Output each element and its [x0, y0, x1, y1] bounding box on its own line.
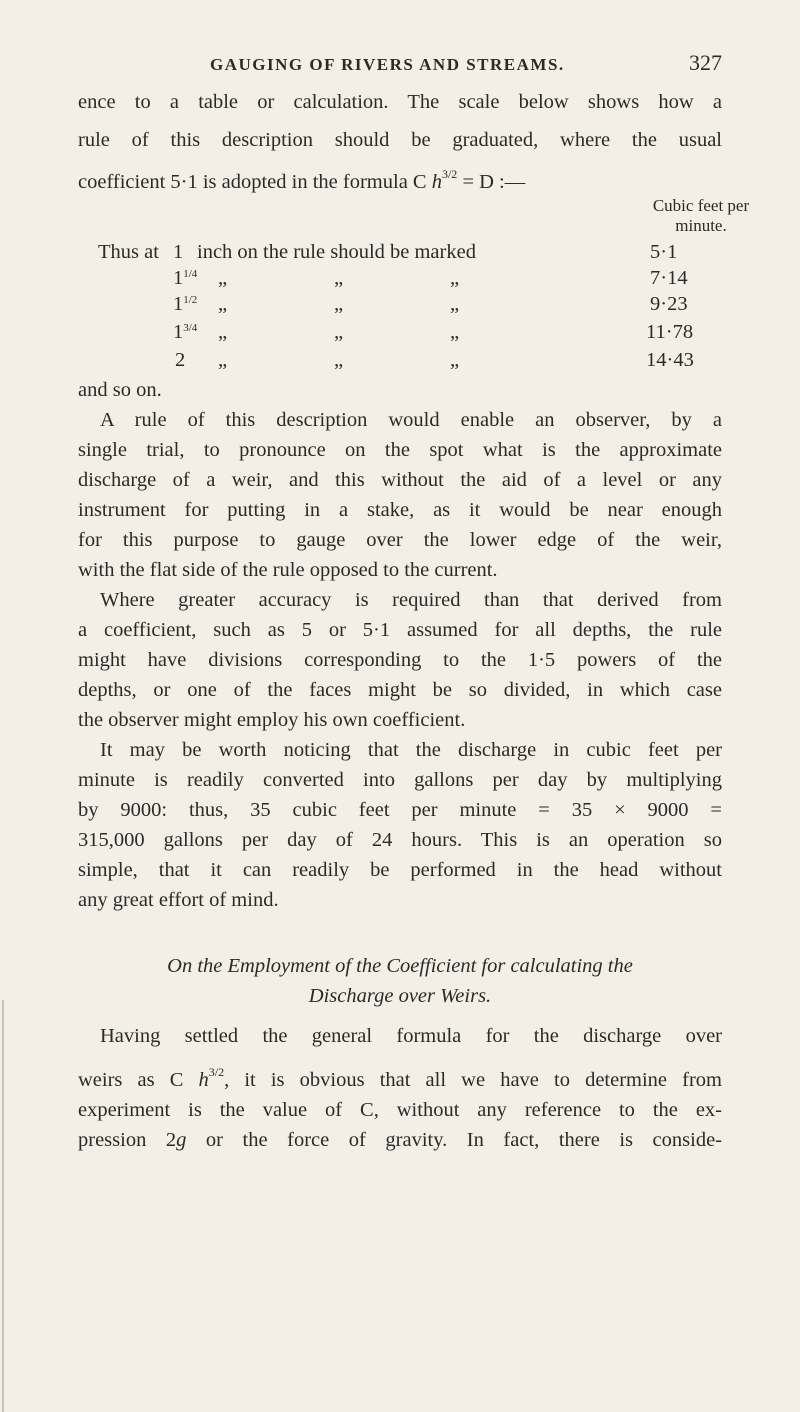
table-row	[0, 290, 800, 318]
formula-text: coefficient 5·1 is adopted in the formula C	[78, 171, 432, 193]
row-size: 1	[173, 321, 184, 343]
row-size: 2	[175, 349, 186, 371]
row-size-fraction: 1/4	[183, 268, 198, 280]
page-edge-shadow	[2, 1000, 4, 1412]
formula-text: , it is obvious that all we have to determine from	[224, 1069, 722, 1091]
row-text: inch on the rule should be marked	[197, 241, 476, 263]
ditto-mark: „	[334, 321, 344, 343]
ditto-mark: „	[218, 267, 228, 289]
text-line: for this purpose to gauge over the lower edge of the weir,	[78, 529, 722, 551]
running-head: GAUGING OF RIVERS AND STREAMS.	[210, 55, 565, 74]
ditto-mark: „	[218, 349, 228, 371]
ditto-mark: „	[334, 293, 344, 315]
formula-line	[78, 1066, 722, 1096]
text-line: single trial, to pronounce on the spot what is the approximate	[78, 439, 722, 461]
text-line: the observer might employ his own coefficient.	[78, 709, 466, 731]
ditto-mark: „	[334, 267, 344, 289]
row-value: 14·43	[646, 349, 694, 371]
formula-text: weirs as C	[78, 1069, 199, 1091]
ditto-mark: „	[334, 349, 344, 371]
row-value: 11·78	[646, 321, 694, 343]
formula-exponent: 3/2	[208, 1065, 225, 1079]
text-fragment: or the force of gravity. In fact, there is conside-	[186, 1129, 723, 1151]
text-line: with the flat side of the rule opposed to the current.	[78, 559, 498, 581]
text-line: simple, that it can readily be performed in the head without	[78, 859, 722, 881]
table-row	[0, 318, 800, 346]
section-title: Discharge over Weirs.	[308, 985, 492, 1007]
text-line: It may be worth noticing that the discharge in cubic feet per	[100, 739, 722, 761]
unit-label: minute.	[675, 216, 727, 235]
text-line: instrument for putting in a stake, as it would be near enough	[78, 499, 722, 521]
text-line: any great effort of mind.	[78, 889, 279, 911]
table-row	[0, 238, 800, 266]
text-line: rule of this description should be graduated, where the usual	[78, 129, 722, 151]
row-value: 9·23	[650, 293, 688, 315]
text-line: depths, or one of the faces might be so divided, in which case	[78, 679, 722, 701]
text-line	[78, 1126, 722, 1154]
ditto-mark: „	[450, 349, 460, 371]
text-line: Having settled the general formula for the discharge over	[100, 1025, 722, 1047]
text-line: A rule of this description would enable an observer, by a	[100, 409, 722, 431]
row-size: 1	[173, 267, 184, 289]
row-prefix: Thus at	[98, 241, 159, 263]
text-line: ence to a table or calculation. The scale below shows how a	[78, 91, 722, 113]
formula-h: h	[431, 171, 442, 193]
gravity-g: g	[176, 1129, 187, 1151]
formula-exponent: 3/2	[441, 167, 458, 181]
text-line: Where greater accuracy is required than that derived from	[100, 589, 722, 611]
text-line: by 9000: thus, 35 cubic feet per minute = 35 × 9000 =	[78, 799, 722, 821]
unit-label: Cubic feet per	[652, 196, 750, 215]
text-line: discharge of a weir, and this without the aid of a level or any	[78, 469, 722, 491]
row-size-fraction: 3/4	[183, 322, 198, 334]
page-number: 327	[689, 50, 722, 75]
row-value: 5·1	[650, 241, 678, 263]
text-fragment: pression 2	[78, 1129, 177, 1151]
ditto-mark: „	[450, 321, 460, 343]
text-line: and so on.	[78, 379, 162, 401]
ditto-mark: „	[218, 293, 228, 315]
ditto-mark: „	[450, 267, 460, 289]
text-line: a coefficient, such as 5 or 5·1 assumed for all depths, the rule	[78, 619, 722, 641]
ditto-mark: „	[450, 293, 460, 315]
row-value: 7·14	[650, 267, 688, 289]
row-size: 1	[173, 293, 184, 315]
section-title: On the Employment of the Coefficient for calculating the	[167, 955, 633, 977]
formula-h: h	[198, 1069, 209, 1091]
row-size-fraction: 1/2	[183, 294, 198, 306]
formula-text: = D :—	[457, 171, 526, 193]
table-row	[0, 264, 800, 292]
table-row	[0, 346, 800, 374]
ditto-mark: „	[218, 321, 228, 343]
text-line: experiment is the value of C, without any reference to the ex-	[78, 1099, 722, 1121]
page-header	[210, 50, 722, 76]
text-line: 315,000 gallons per day of 24 hours. This is an operation so	[78, 829, 722, 851]
text-line: minute is readily converted into gallons per day by multiplying	[78, 769, 722, 791]
row-size: 1	[173, 241, 184, 263]
text-line: might have divisions corresponding to the 1·5 powers of the	[78, 649, 722, 671]
formula-line	[78, 168, 722, 198]
